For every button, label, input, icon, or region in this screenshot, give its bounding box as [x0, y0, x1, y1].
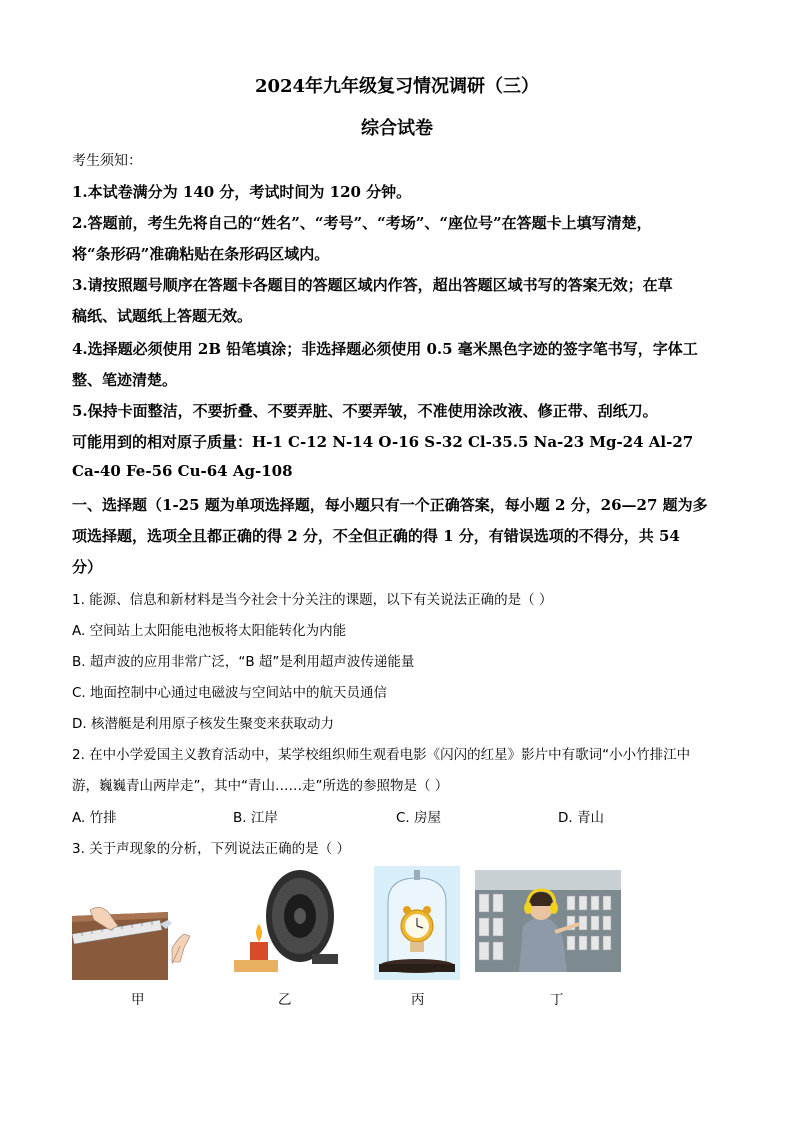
notice-heading: 考生须知： [72, 153, 142, 169]
q1-option-c: C. 地面控制中心通过电磁波与空间站中的航天员通信 [72, 685, 388, 701]
q2-option-d: D. 青山 [558, 810, 604, 826]
figure-caption-bing: 丙 [411, 992, 425, 1008]
q1-stem: 1. 能源、信息和新材料是当今社会十分关注的课题，以下有关说法正确的是（ ） [72, 592, 553, 608]
notice-line-1: 1.本试卷满分为 140 分，考试时间为 120 分钟。 [72, 183, 412, 201]
figure-caption-ding: 丁 [550, 992, 564, 1008]
figure-bell-jar-clock [374, 866, 460, 980]
notice-line-6: 4.选择题必须使用 2B 铅笔填涂；非选择题必须使用 0.5 毫米黑色字迹的签字笔书写，字体工 [72, 340, 698, 358]
q2-stem-line-2: 游，巍巍青山两岸走”，其中“青山……走”所选的参照物是（ ） [72, 778, 449, 794]
notice-line-8: 5.保持卡面整洁，不要折叠、不要弄脏、不要弄皱，不准使用涂改液、修正带、刮纸刀。 [72, 402, 658, 420]
q2-stem-line-1: 2. 在中小学爱国主义教育活动中，某学校组织师生观看电影《闪闪的红星》影片中有歌词“小小竹排江中 [72, 747, 691, 763]
notice-line-2: 2.答题前，考生先将自己的“姓名”、“考号”、“考场”、“座位号”在答题卡上填写清楚， [72, 214, 652, 232]
notice-line-5: 稿纸、试题纸上答题无效。 [72, 307, 253, 325]
q1-option-b: B. 超声波的应用非常广泛，“B 超”是利用超声波传递能量 [72, 654, 415, 670]
atomic-mass-line-2: Ca-40 Fe-56 Cu-64 Ag-108 [72, 462, 293, 480]
section-heading-2: 项选择题，选项全且都正确的得 2 分，不全但正确的得 1 分，有错误选项的不得分，共 54 [72, 527, 680, 545]
page-title: 2024年九年级复习情况调研（三） [254, 76, 540, 97]
q1-option-d: D. 核潜艇是利用原子核发生聚变来获取动力 [72, 716, 334, 732]
q2-option-c: C. 房屋 [396, 810, 442, 826]
figure-factory-worker [475, 870, 621, 972]
section-heading-1: 一、选择题（1-25 题为单项选择题，每小题只有一个正确答案，每小题 2 分，26—27 题为多 [72, 496, 708, 514]
figure-ruler-table [72, 904, 192, 980]
figure-speaker-candle [230, 868, 342, 974]
notice-line-3: 将“条形码”准确粘贴在条形码区域内。 [72, 245, 330, 263]
q2-option-a: A. 竹排 [72, 810, 117, 826]
figure-caption-yi: 乙 [278, 992, 292, 1008]
notice-line-7: 整、笔迹清楚。 [72, 371, 178, 389]
q1-option-a: A. 空间站上太阳能电池板将太阳能转化为内能 [72, 623, 347, 639]
figure-caption-jia: 甲 [131, 992, 145, 1008]
section-heading-3: 分） [72, 558, 103, 576]
page-subtitle: 综合试卷 [361, 118, 433, 139]
notice-line-4: 3.请按照题号顺序在答题卡各题目的答题区域内作答，超出答题区域书写的答案无效；在草 [72, 276, 673, 294]
q2-option-b: B. 江岸 [233, 810, 278, 826]
atomic-mass-line-1: 可能用到的相对原子质量：H-1 C-12 N-14 O-16 S-32 Cl-35.5 Na-23 Mg-24 Al-27 [72, 433, 694, 451]
q3-stem: 3. 关于声现象的分析，下列说法正确的是（ ） [72, 841, 350, 857]
